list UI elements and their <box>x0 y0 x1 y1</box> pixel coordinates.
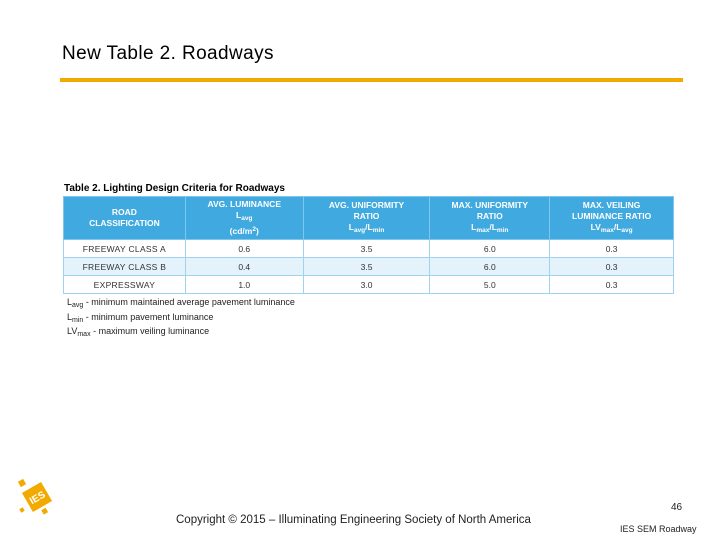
ies-logo-icon <box>17 478 55 518</box>
cell-max-veiling: 0.3 <box>550 258 674 276</box>
page-number: 46 <box>671 502 683 513</box>
header-max-uniformity: MAX. UNIFORMITY RATIO $L_{max}/L_{min}$ <box>430 197 550 240</box>
table-caption: Table 2. Lighting Design Criteria for Roadways <box>64 183 285 194</box>
cell-avg-luminance: 1.0 <box>185 276 303 294</box>
footer-tag: IES SEM Roadway <box>620 524 697 534</box>
table-header-row <box>64 197 674 240</box>
header-road-classification: ROAD CLASSIFICATION <box>64 197 186 240</box>
legend-item-lvmax: $LV_{max}$ - maximum veiling luminance <box>67 326 210 338</box>
legend-item-lavg: $L_{avg}$ - minimum maintained average pavement luminance <box>67 297 295 309</box>
cell-avg-uniformity: 3.5 <box>303 240 430 258</box>
cell-max-veiling: 0.3 <box>550 276 674 294</box>
cell-max-uniformity: 5.0 <box>430 276 550 294</box>
header-avg-luminance: AVG. LUMINANCE $L_{avg}$ $(cd/m^2)$ <box>185 197 303 240</box>
cell-avg-uniformity: 3.5 <box>303 258 430 276</box>
cell-avg-luminance: 0.4 <box>185 258 303 276</box>
table-row <box>64 258 674 276</box>
cell-classification: EXPRESSWAY <box>64 276 186 294</box>
cell-max-veiling: 0.3 <box>550 240 674 258</box>
cell-max-uniformity: 6.0 <box>430 258 550 276</box>
criteria-table <box>63 196 674 294</box>
header-avg-uniformity: AVG. UNIFORMITY RATIO $L_{avg}/L_{min}$ <box>303 197 430 240</box>
title-rule <box>60 78 683 82</box>
cell-avg-luminance: 0.6 <box>185 240 303 258</box>
cell-avg-uniformity: 3.0 <box>303 276 430 294</box>
table-row <box>64 240 674 258</box>
logo-text: IES <box>28 489 48 508</box>
legend-item-lmin: $L_{min}$ - minimum pavement luminance <box>67 311 214 324</box>
cell-max-uniformity: 6.0 <box>430 240 550 258</box>
table-row <box>64 276 674 294</box>
slide-title: New Table 2. Roadways <box>62 43 274 64</box>
table-legend <box>67 297 295 341</box>
cell-classification: FREEWAY CLASS A <box>64 240 186 258</box>
cell-classification: FREEWAY CLASS B <box>64 258 186 276</box>
header-max-veiling: MAX. VEILING LUMINANCE RATIO $LV_{max}/L_{avg}$ <box>550 197 674 240</box>
copyright-text: Copyright © 2015 – Illuminating Engineering Society of North America <box>176 514 531 526</box>
